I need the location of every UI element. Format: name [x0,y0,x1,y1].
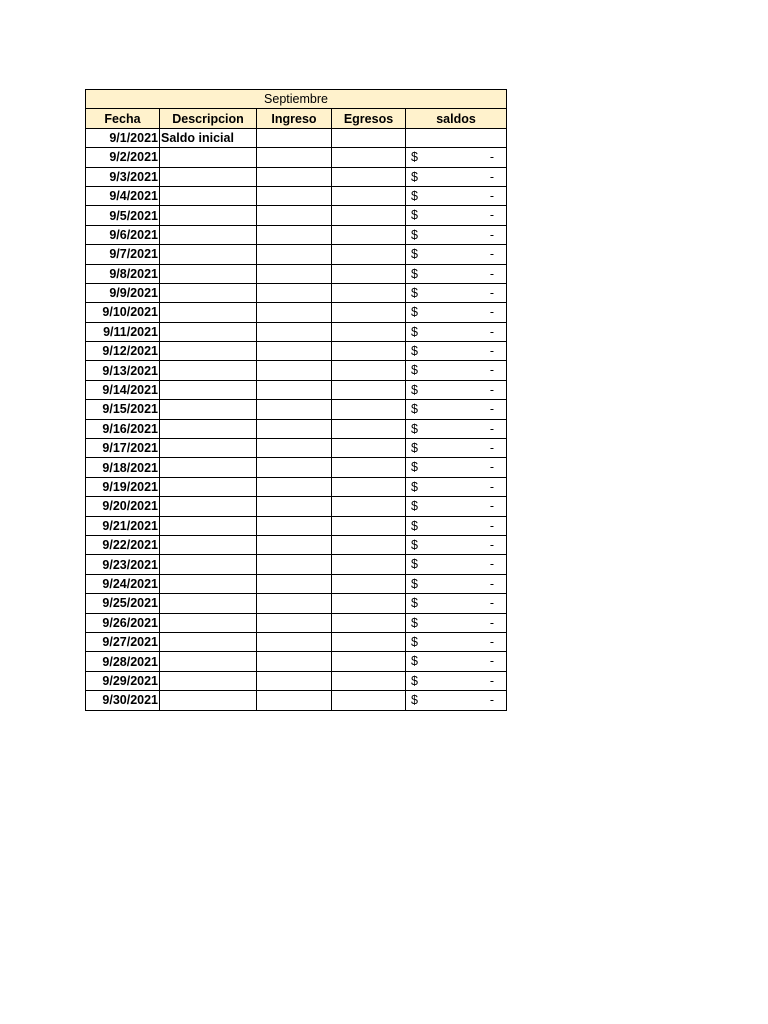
saldo-value: - [489,634,495,649]
table-row [86,652,507,671]
ingreso-cell[interactable] [257,671,332,690]
descripcion-cell[interactable] [160,535,257,554]
ingreso-cell[interactable] [257,148,332,167]
table-row [86,225,507,244]
fecha-cell[interactable]: 9/13/2021 [86,361,160,380]
saldo-value: - [489,479,495,494]
table-row [86,671,507,690]
descripcion-cell[interactable] [160,632,257,651]
saldo-currency: $ [411,150,418,165]
egresos-cell[interactable] [332,555,406,574]
ingreso-cell[interactable] [257,245,332,264]
egresos-cell[interactable] [332,419,406,438]
ingreso-cell[interactable] [257,380,332,399]
ingreso-cell[interactable] [257,342,332,361]
descripcion-cell[interactable] [160,206,257,225]
descripcion-cell[interactable]: Saldo inicial [160,128,257,147]
saldo-currency: $ [411,615,418,630]
table-row [86,632,507,651]
saldo-currency: $ [411,382,418,397]
egresos-cell[interactable] [332,535,406,554]
saldo-currency: $ [411,208,418,223]
saldo-value: - [489,654,495,669]
table-row [86,148,507,167]
saldo-cell[interactable] [406,535,507,554]
table-row [86,555,507,574]
saldo-cell[interactable] [406,477,507,496]
saldo-currency: $ [411,460,418,475]
saldo-cell[interactable] [406,303,507,322]
month-title: Septiembre [86,90,507,109]
month-title-row [86,90,507,109]
saldo-currency: $ [411,227,418,242]
fecha-cell[interactable]: 9/25/2021 [86,594,160,613]
saldo-value: - [489,518,495,533]
saldo-cell[interactable] [406,225,507,244]
fecha-cell[interactable]: 9/6/2021 [86,225,160,244]
saldo-currency: $ [411,441,418,456]
saldo-currency: $ [411,169,418,184]
saldo-value: - [489,499,495,514]
saldo-currency: $ [411,499,418,514]
fecha-cell[interactable]: 9/21/2021 [86,516,160,535]
saldo-value: - [489,208,495,223]
table-row [86,167,507,186]
ingreso-cell[interactable] [257,555,332,574]
descripcion-cell[interactable] [160,342,257,361]
fecha-cell[interactable]: 9/28/2021 [86,652,160,671]
fecha-cell[interactable]: 9/1/2021 [86,128,160,147]
descripcion-cell[interactable] [160,225,257,244]
ingreso-cell[interactable] [257,594,332,613]
saldo-cell[interactable] [406,186,507,205]
egresos-cell[interactable] [332,380,406,399]
descripcion-cell[interactable] [160,555,257,574]
saldo-currency: $ [411,693,418,708]
table-row [86,264,507,283]
descripcion-cell[interactable] [160,574,257,593]
saldo-cell[interactable] [406,671,507,690]
fecha-cell[interactable]: 9/18/2021 [86,458,160,477]
table-row [86,342,507,361]
saldo-cell[interactable] [406,400,507,419]
fecha-cell[interactable]: 9/30/2021 [86,691,160,710]
saldo-currency: $ [411,421,418,436]
saldo-cell[interactable] [406,458,507,477]
saldo-value: - [489,285,495,300]
egresos-cell[interactable] [332,303,406,322]
descripcion-cell[interactable] [160,477,257,496]
ingreso-cell[interactable] [257,691,332,710]
table-row [86,245,507,264]
table-row [86,574,507,593]
table-row [86,380,507,399]
saldo-cell[interactable] [406,206,507,225]
header-ingreso: Ingreso [257,109,332,128]
saldo-value: - [489,324,495,339]
fecha-cell[interactable]: 9/5/2021 [86,206,160,225]
saldo-value: - [489,382,495,397]
saldo-cell[interactable] [406,283,507,302]
fecha-cell[interactable]: 9/23/2021 [86,555,160,574]
ingreso-cell[interactable] [257,322,332,341]
descripcion-cell[interactable] [160,458,257,477]
saldo-value: - [489,596,495,611]
egresos-cell[interactable] [332,361,406,380]
saldo-cell[interactable] [406,632,507,651]
egresos-cell[interactable] [332,691,406,710]
table-row [86,283,507,302]
saldo-cell[interactable] [406,380,507,399]
saldo-currency: $ [411,518,418,533]
saldo-cell[interactable] [406,516,507,535]
ingreso-cell[interactable] [257,361,332,380]
saldo-currency: $ [411,479,418,494]
saldo-cell[interactable] [406,128,507,147]
table-row [86,439,507,458]
saldo-currency: $ [411,576,418,591]
saldo-cell[interactable] [406,419,507,438]
descripcion-cell[interactable] [160,303,257,322]
saldo-value: - [489,576,495,591]
table-row [86,128,507,147]
ingreso-cell[interactable] [257,632,332,651]
ingreso-cell[interactable] [257,574,332,593]
table-row [86,477,507,496]
descripcion-cell[interactable] [160,400,257,419]
table-row [86,497,507,516]
table-row [86,206,507,225]
egresos-cell[interactable] [332,439,406,458]
ingreso-cell[interactable] [257,186,332,205]
saldo-cell[interactable] [406,245,507,264]
egresos-cell[interactable] [332,477,406,496]
egresos-cell[interactable] [332,283,406,302]
header-descripcion: Descripcion [160,109,257,128]
fecha-cell[interactable]: 9/14/2021 [86,380,160,399]
saldo-cell[interactable] [406,264,507,283]
ingreso-cell[interactable] [257,303,332,322]
saldo-value: - [489,266,495,281]
egresos-cell[interactable] [332,497,406,516]
egresos-cell[interactable] [332,671,406,690]
saldo-cell[interactable] [406,342,507,361]
saldo-cell[interactable] [406,555,507,574]
ingreso-cell[interactable] [257,400,332,419]
table-row [86,361,507,380]
egresos-cell[interactable] [332,516,406,535]
saldo-cell[interactable] [406,691,507,710]
saldo-currency: $ [411,673,418,688]
fecha-cell[interactable]: 9/4/2021 [86,186,160,205]
table-row [86,458,507,477]
saldo-value: - [489,169,495,184]
saldo-currency: $ [411,285,418,300]
header-egresos: Egresos [332,109,406,128]
saldo-value: - [489,247,495,262]
egresos-cell[interactable] [332,613,406,632]
saldo-value: - [489,673,495,688]
table-row [86,613,507,632]
saldo-value: - [489,460,495,475]
egresos-cell[interactable] [332,652,406,671]
descripcion-cell[interactable] [160,594,257,613]
descripcion-cell[interactable] [160,439,257,458]
ingreso-cell[interactable] [257,516,332,535]
fecha-cell[interactable]: 9/9/2021 [86,283,160,302]
saldo-cell[interactable] [406,613,507,632]
fecha-cell[interactable]: 9/24/2021 [86,574,160,593]
table-row [86,186,507,205]
saldo-value: - [489,557,495,572]
egresos-cell[interactable] [332,574,406,593]
saldo-cell[interactable] [406,574,507,593]
descripcion-cell[interactable] [160,497,257,516]
saldo-currency: $ [411,266,418,281]
saldo-currency: $ [411,634,418,649]
egresos-cell[interactable] [332,245,406,264]
ingreso-cell[interactable] [257,225,332,244]
descripcion-cell[interactable] [160,419,257,438]
saldo-value: - [489,441,495,456]
fecha-cell[interactable]: 9/2/2021 [86,148,160,167]
egresos-cell[interactable] [332,167,406,186]
header-fecha: Fecha [86,109,160,128]
saldo-value: - [489,344,495,359]
table-row [86,594,507,613]
saldo-currency: $ [411,402,418,417]
fecha-cell[interactable]: 9/27/2021 [86,632,160,651]
descripcion-cell[interactable] [160,652,257,671]
ingreso-cell[interactable] [257,497,332,516]
fecha-cell[interactable]: 9/17/2021 [86,439,160,458]
saldo-cell[interactable] [406,361,507,380]
descripcion-cell[interactable] [160,283,257,302]
ingreso-cell[interactable] [257,458,332,477]
fecha-cell[interactable]: 9/12/2021 [86,342,160,361]
fecha-cell[interactable]: 9/19/2021 [86,477,160,496]
descripcion-cell[interactable] [160,380,257,399]
ingreso-cell[interactable] [257,128,332,147]
saldo-currency: $ [411,596,418,611]
saldo-currency: $ [411,557,418,572]
saldo-value: - [489,421,495,436]
table-row [86,691,507,710]
descripcion-cell[interactable] [160,264,257,283]
table-row [86,303,507,322]
descripcion-cell[interactable] [160,167,257,186]
egresos-cell[interactable] [332,264,406,283]
saldo-currency: $ [411,344,418,359]
saldo-currency: $ [411,537,418,552]
ledger-body [86,128,507,710]
fecha-cell[interactable]: 9/15/2021 [86,400,160,419]
egresos-cell[interactable] [332,594,406,613]
table-row [86,322,507,341]
saldo-currency: $ [411,305,418,320]
egresos-cell[interactable] [332,225,406,244]
saldo-value: - [489,305,495,320]
fecha-cell[interactable]: 9/29/2021 [86,671,160,690]
descripcion-cell[interactable] [160,671,257,690]
saldo-currency: $ [411,188,418,203]
egresos-cell[interactable] [332,322,406,341]
descripcion-cell[interactable] [160,186,257,205]
saldo-value: - [489,150,495,165]
egresos-cell[interactable] [332,206,406,225]
column-header-row [86,109,507,128]
saldo-value: - [489,402,495,417]
descripcion-cell[interactable] [160,245,257,264]
egresos-cell[interactable] [332,342,406,361]
fecha-cell[interactable]: 9/20/2021 [86,497,160,516]
table-row [86,535,507,554]
fecha-cell[interactable]: 9/3/2021 [86,167,160,186]
saldo-cell[interactable] [406,497,507,516]
egresos-cell[interactable] [332,400,406,419]
fecha-cell[interactable]: 9/11/2021 [86,322,160,341]
table-row [86,419,507,438]
fecha-cell[interactable]: 9/16/2021 [86,419,160,438]
ledger-table [85,89,507,711]
fecha-cell[interactable]: 9/7/2021 [86,245,160,264]
saldo-value: - [489,537,495,552]
ingreso-cell[interactable] [257,652,332,671]
ingreso-cell[interactable] [257,439,332,458]
saldo-cell[interactable] [406,322,507,341]
saldo-value: - [489,615,495,630]
fecha-cell[interactable]: 9/22/2021 [86,535,160,554]
ingreso-cell[interactable] [257,167,332,186]
fecha-cell[interactable]: 9/8/2021 [86,264,160,283]
ingreso-cell[interactable] [257,206,332,225]
egresos-cell[interactable] [332,148,406,167]
ingreso-cell[interactable] [257,613,332,632]
saldo-currency: $ [411,363,418,378]
saldo-cell[interactable] [406,167,507,186]
ingreso-cell[interactable] [257,535,332,554]
ingreso-cell[interactable] [257,477,332,496]
saldo-currency: $ [411,654,418,669]
saldo-cell[interactable] [406,652,507,671]
egresos-cell[interactable] [332,632,406,651]
egresos-cell[interactable] [332,458,406,477]
saldo-value: - [489,227,495,242]
descripcion-cell[interactable] [160,148,257,167]
table-row [86,516,507,535]
descripcion-cell[interactable] [160,361,257,380]
saldo-value: - [489,363,495,378]
saldo-cell[interactable] [406,439,507,458]
saldo-cell[interactable] [406,594,507,613]
ingreso-cell[interactable] [257,419,332,438]
saldo-value: - [489,693,495,708]
egresos-cell[interactable] [332,128,406,147]
ingreso-cell[interactable] [257,264,332,283]
fecha-cell[interactable]: 9/10/2021 [86,303,160,322]
saldo-currency: $ [411,324,418,339]
descripcion-cell[interactable] [160,691,257,710]
fecha-cell[interactable]: 9/26/2021 [86,613,160,632]
descripcion-cell[interactable] [160,516,257,535]
ingreso-cell[interactable] [257,283,332,302]
saldo-currency: $ [411,247,418,262]
header-saldos: saldos [406,109,507,128]
table-row [86,400,507,419]
descripcion-cell[interactable] [160,613,257,632]
saldo-cell[interactable] [406,148,507,167]
saldo-value: - [489,188,495,203]
egresos-cell[interactable] [332,186,406,205]
descripcion-cell[interactable] [160,322,257,341]
